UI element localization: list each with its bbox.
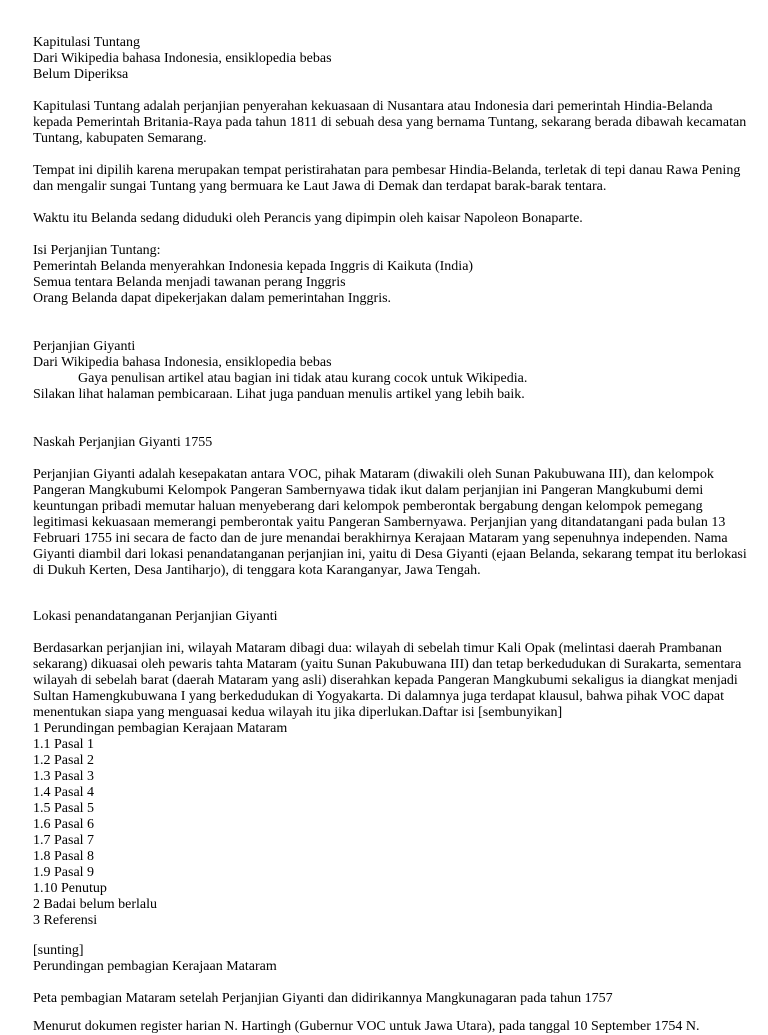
toc-item: 1.1 Pasal 1 xyxy=(33,737,95,752)
toc-item: 1.8 Pasal 8 xyxy=(33,849,95,864)
toc-item: 1.10 Penutup xyxy=(33,881,107,896)
list-item: Orang Belanda dapat dipekerjakan dalam pemerintahan Inggris. xyxy=(33,291,392,306)
section-heading: Perundingan pembagian Kerajaan Mataram xyxy=(33,959,277,974)
paragraph-line: Giyanti diambil dari lokasi penandatanganan perjanjian ini, yaitu di Desa Giyanti (ejaan Belanda, sekarang tempat itu berlokasi xyxy=(33,547,747,562)
paragraph-line: dan mengalir sungai Tuntang yang bermuara ke Laut Jawa di Demak dan terdapat barak-barak tentara. xyxy=(33,179,607,194)
toc-item: 1.9 Pasal 9 xyxy=(33,865,95,880)
paragraph-line: Kapitulasi Tuntang adalah perjanjian penyerahan kekuasaan di Nusantara atau Indonesia dari pemerintah Hindia-Belanda xyxy=(33,99,713,114)
source-line: Dari Wikipedia bahasa Indonesia, ensiklopedia bebas xyxy=(33,355,332,370)
paragraph-line: Sultan Hamengkubuwana I yang berkedudukan di Yogyakarta. Di dalamnya juga terdapat klausul, bahwa pihak VOC dapat xyxy=(33,689,725,704)
paragraph-line: Peta pembagian Mataram setelah Perjanjian Giyanti dan didirikannya Mangkunagaran pada tahun 1757 xyxy=(33,991,613,1006)
list-item: Semua tentara Belanda menjadi tawanan perang Inggris xyxy=(33,275,346,290)
paragraph-line: sekarang) dikuasai oleh pewaris tahta Mataram (yaitu Sunan Pakubuwana III) dan tetap berkedudukan di Surakarta, sementara xyxy=(33,657,742,672)
paragraph-line: legitimasi kekuasaan memerangi pemberontak yaitu Pangeran Sambernyawa. Perjanjian yang ditandatangani pada bulan 13 xyxy=(33,515,726,530)
source-line: Dari Wikipedia bahasa Indonesia, ensiklopedia bebas xyxy=(33,51,332,66)
paragraph-line: kepada Pemerintah Britania-Raya pada tahun 1811 di sebuah desa yang bernama Tuntang, sekarang berada dibawah kecamatan xyxy=(33,115,747,130)
article-title: Kapitulasi Tuntang xyxy=(33,35,140,50)
section-heading: Isi Perjanjian Tuntang: xyxy=(33,243,161,258)
toc-item: 1.7 Pasal 7 xyxy=(33,833,95,848)
paragraph-line: Perjanjian Giyanti adalah kesepakatan antara VOC, pihak Mataram (diwakili oleh Sunan Pakubuwana III), dan kelompok xyxy=(33,467,714,482)
paragraph-line: Berdasarkan perjanjian ini, wilayah Mataram dibagi dua: wilayah di sebelah timur Kali Opak (melintasi daerah Prambanan xyxy=(33,641,722,656)
toc-item: 1 Perundingan pembagian Kerajaan Mataram xyxy=(33,721,288,736)
toc-item: 1.2 Pasal 2 xyxy=(33,753,95,768)
paragraph-line: Menurut dokumen register harian N. Hartingh (Gubernur VOC untuk Jawa Utara), pada tanggal 10 September 1754 N. xyxy=(33,1019,700,1034)
paragraph-line: Tuntang, kabupaten Semarang. xyxy=(33,131,207,146)
paragraph-line: menentukan siapa yang menguasai kedua wilayah itu jika diperlukan.Daftar isi [sembunyikan] xyxy=(33,705,563,720)
notice-line: Gaya penulisan artikel atau bagian ini tidak atau kurang cocok untuk Wikipedia. xyxy=(78,371,528,386)
paragraph-line: Pangeran Mangkubumi Kelompok Pangeran Sambernyawa tidak ikut dalam perjanjian ini Pangeran Mangkubumi demi xyxy=(33,483,704,498)
notice-line: Silakan lihat halaman pembicaraan. Lihat juga panduan menulis artikel yang lebih baik. xyxy=(33,387,525,402)
toc-item: 1.4 Pasal 4 xyxy=(33,785,95,800)
review-status: Belum Diperiksa xyxy=(33,67,129,82)
list-item: Pemerintah Belanda menyerahkan Indonesia kepada Inggris di Kaikuta (India) xyxy=(33,259,474,274)
toc-item: 3 Referensi xyxy=(33,913,98,928)
paragraph-line: di Dukuh Kerten, Desa Jantiharjo), di tenggara kota Karanganyar, Jawa Tengah. xyxy=(33,563,481,578)
section-heading: Lokasi penandatanganan Perjanjian Giyanti xyxy=(33,609,278,624)
paragraph-line: Tempat ini dipilih karena merupakan tempat peristirahatan para pembesar Hindia-Belanda, terletak di tepi danau Rawa Pening xyxy=(33,163,741,178)
edit-marker: [sunting] xyxy=(33,943,84,958)
section-heading: Naskah Perjanjian Giyanti 1755 xyxy=(33,435,213,450)
paragraph-line: keuntungan pribadi memutar haluan menyeberang dari kelompok pemberontak bergabung dengan kelompok pemegang xyxy=(33,499,703,514)
toc-item: 1.5 Pasal 5 xyxy=(33,801,95,816)
paragraph-line: Waktu itu Belanda sedang diduduki oleh Perancis yang dipimpin oleh kaisar Napoleon Bonaparte. xyxy=(33,211,583,226)
article-title: Perjanjian Giyanti xyxy=(33,339,136,354)
toc-item: 1.3 Pasal 3 xyxy=(33,769,95,784)
toc-item: 1.6 Pasal 6 xyxy=(33,817,95,832)
paragraph-line: wilayah di sebelah barat (daerah Mataram yang asli) diserahkan kepada Pangeran Mangkubumi sekaligus ia diangkat menjadi xyxy=(33,673,738,688)
toc-item: 2 Badai belum berlalu xyxy=(33,897,158,912)
paragraph-line: Februari 1755 ini secara de facto dan de jure menandai berakhirnya Kerajaan Mataram yang sepenuhnya independen. Nama xyxy=(33,531,728,546)
